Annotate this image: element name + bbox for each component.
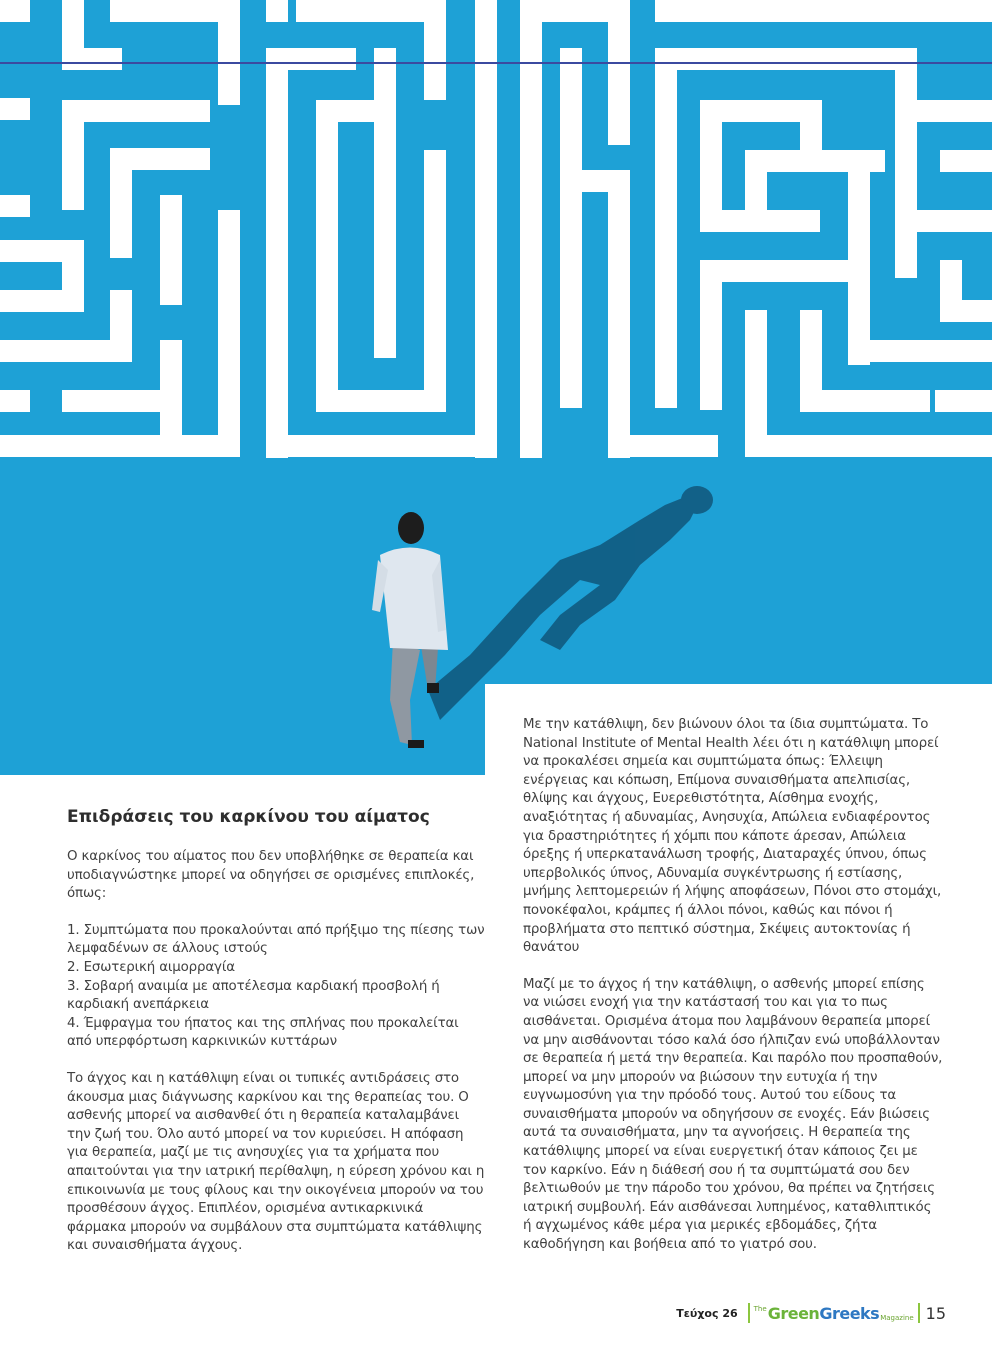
page-number: 15 <box>925 1303 946 1323</box>
footer-divider <box>918 1303 920 1323</box>
footer-divider <box>748 1303 750 1323</box>
logo-suffix: Magazine <box>880 1314 914 1322</box>
guilt-paragraph: Μαζί με το άγχος ή την κατάθλιψη, ο ασθενής μπορεί επίσης να νιώσει ενοχή για την κατάστασή του και για το πως αισθάνεται. Ορισμένα άτομα που λαμβάνουν θεραπεία μπορεί να μην αισθάνονται τόσο καλά όσο ήλπιζαν ενώ υποβάλλονταν σε θεραπεία ή μετά την θεραπεία. Και παρόλο που προσπαθούν, μπορεί να μην μπορούν να βιώσουν την ευτυχία ή την ευγνωμοσύνη για την πρόοδό τους. Αυτού του είδους τα συναισθήματα μπορούν να οδηγήσουν σε ενοχές. Εάν βιώσεις αυτά τα συναισθήματα, μην τα αγνοήσεις. Η θεραπεία της κατάθλιψης μπορεί να είναι ευεργετική όταν κάποιος ζει με τον καρκίνο. Εάν η διάθεσή σου ή τα συμπτώματά σου δεν βελτιωθούν με την πάροδο του χρόνου, θα πρέπει να ζητήσεις ιατρική συμβουλή. Εάν αισθάνεσαι λυπημένος, καταθλιπτικός ή αγχωμένος κάθε μέρα για μερικές εβδομάδες, ζήτα καθοδήγηση και βοήθεια από το γιατρό σου. <box>523 976 943 1253</box>
list-item: 1. Συμπτώματα που προκαλούνται από πρήξιμο της πίεσης των λεμφαδένων σε άλλους ιστούς <box>67 922 485 957</box>
intro-paragraph: Ο καρκίνος του αίματος που δεν υποβλήθηκε σε θεραπεία και υποδιαγνώστηκε μπορεί να οδηγήσει σε ορισμένες επιπλοκές, όπως: <box>67 849 475 902</box>
anxiety-paragraph: Το άγχος και η κατάθλιψη είναι οι τυπικές αντιδράσεις στο άκουσμα μιας διάγνωσης καρκίνου και της θεραπείας του. Ο ασθενής μπορεί να αισθανθεί ότι η θεραπεία καταλαμβάνει την ζωή του. Όλο αυτό μπορεί να τον κυριεύσει. Η απόφαση για θεραπεία, μαζί με τις ανησυχίες για τα χρήματα που απαιτούνται για την ιατρική περίθαλψη, η εύρεση χρόνου και η επικοινωνία με τους φίλους και την οικογένεια μπορούν να του προσθέσουν άγχος. Επιπλέον, ορισμένα αντικαρκινικά φάρμακα μπορούν να συμβάλουν στα συμπτώματα κατάθλιψης και συναισθήματα άγχους. <box>67 1070 485 1254</box>
logo-greeks-text: Greeks <box>819 1303 880 1323</box>
article-heading: Επιδράσεις του καρκίνου του αίματος <box>67 807 430 827</box>
article-right-column <box>523 716 943 1273</box>
list-item: 4. Έμφραγμα του ήπατος και της σπλήνας που προκαλείται από υπερφόρτωση καρκινικών κυττάρων <box>67 1015 459 1050</box>
depression-symptoms-paragraph: Με την κατάθλιψη, δεν βιώνουν όλοι τα ίδια συμπτώματα. Το National Institute of Mental Health λέει ότι η κατάθλιψη μπορεί να προκαλέσει σημεία και συμπτώματα όπως: Έλλειψη ενέργειας και κόπωση, Επίμονα συναισθήματα απελπισίας, θλίψης και άγχους, Ευερεθιστότητα, Αίσθημα ενοχής, αναξιότητας ή αδυναμίας, Ανησυχία, Απώλεια ενδιαφέροντος για δραστηριότητες ή χόμπι που κάποτε άρεσαν, Απώλεια όρεξης ή υπερκατανάλωση τροφής, Διαταραχές ύπνου, όπως υπερβολικός ύπνος, Αδυναμία συγκέντρωσης ή εστίασης, μνήμης λεπτομερειών ή λήψης αποφάσεων, Πόνοι στο στομάχι, πονοκέφαλοι, κράμπες ή άλλοι πόνοι, καθώς και πόνοι ή προβλήματα στο πεπτικό σύστημα, Σκέψεις αυτοκτονίας ή θανάτου <box>523 717 942 956</box>
article-left-column <box>67 806 485 1274</box>
list-item: 2. Εσωτερική αιμορραγία <box>67 959 235 975</box>
accent-line <box>0 62 992 64</box>
page-footer <box>676 1302 946 1324</box>
logo-green-text: Green <box>767 1303 820 1323</box>
complications-list <box>67 922 485 1052</box>
logo-prefix: The <box>753 1305 767 1313</box>
list-item: 3. Σοβαρή αναιμία με αποτέλεσμα καρδιακή προσβολή ή καρδιακή ανεπάρκεια <box>67 978 440 1013</box>
issue-label: Τεύχος 26 <box>676 1306 738 1320</box>
